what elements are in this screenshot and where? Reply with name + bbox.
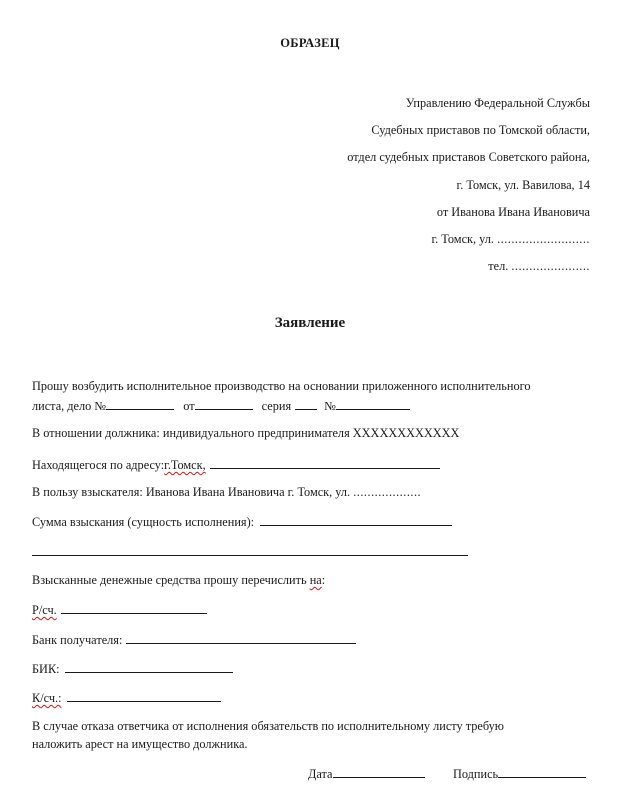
- address-city: г.Томск,: [164, 458, 206, 472]
- addressee-line-1: Управлению Федеральной Службы: [405, 96, 590, 110]
- corr-account-label: К/сч.:: [32, 691, 62, 705]
- addressee-line-3: отдел судебных приставов Советского района,: [347, 150, 590, 164]
- bik-field[interactable]: [65, 660, 233, 673]
- applicant-phone: [488, 259, 590, 274]
- corr-account-line: [32, 689, 221, 706]
- transfer-word: на: [309, 573, 322, 587]
- amount-line: [32, 513, 452, 530]
- document-title: Заявление: [274, 315, 346, 331]
- bik-line: [32, 660, 233, 677]
- request-line-1: Прошу возбудить исполнительное производство на основании приложенного исполнительного: [32, 379, 531, 393]
- date-field[interactable]: [333, 765, 425, 778]
- creditor-street-blank: ...................: [353, 485, 422, 499]
- applicant-name: от Иванова Ивана Ивановича: [436, 205, 590, 219]
- amount-label: Сумма взыскания (сущность исполнения):: [32, 515, 255, 529]
- signature-field[interactable]: [498, 765, 586, 778]
- date-label: Дата: [308, 767, 333, 781]
- number-label: №: [324, 399, 336, 413]
- series-label: серия: [261, 399, 292, 413]
- bik-label: БИК:: [32, 662, 60, 676]
- address-label: Находящегося по адресу:: [32, 458, 165, 472]
- signature-label: Подпись: [453, 767, 499, 781]
- bank-label: Банк получателя:: [32, 633, 123, 647]
- address-field[interactable]: [210, 456, 440, 469]
- refusal-line-1: В случае отказа ответчика от исполнения обязательств по исполнительному листу требую: [32, 719, 504, 733]
- number-field[interactable]: [336, 397, 410, 410]
- case-number-field[interactable]: [106, 397, 174, 410]
- transfer-colon: :: [321, 573, 326, 587]
- creditor-line: [32, 485, 421, 500]
- bank-line: [32, 631, 356, 648]
- date-block: [308, 765, 425, 782]
- case-label: листа, дело №: [32, 399, 107, 413]
- sample-label: ОБРАЗЕЦ: [280, 36, 340, 50]
- request-line-2: [32, 397, 410, 414]
- applicant-city-prefix: г. Томск, ул.: [431, 232, 494, 246]
- debtor-line: В отношении должника: индивидуального предпринимателя ХХХХХХХХХХХХ: [32, 426, 460, 440]
- transfer-line: [32, 573, 325, 588]
- case-date-field[interactable]: [195, 397, 253, 410]
- account-line: [32, 601, 207, 618]
- account-field[interactable]: [61, 601, 207, 614]
- applicant-address: [431, 232, 590, 247]
- addressee-line-4: г. Томск, ул. Вавилова, 14: [456, 178, 590, 192]
- account-label: Р/сч.: [32, 603, 57, 617]
- amount-field[interactable]: [260, 513, 452, 526]
- applicant-street-blank: ..........................: [497, 232, 590, 246]
- signature-block: [453, 765, 586, 782]
- address-line: [32, 456, 440, 473]
- refusal-line-2: наложить арест на имущество должника.: [32, 737, 248, 751]
- transfer-text: Взысканные денежные средства прошу перечислить: [32, 573, 307, 587]
- amount-continuation-field[interactable]: [32, 555, 468, 556]
- case-date-label: от: [183, 399, 195, 413]
- phone-prefix: тел.: [488, 259, 509, 273]
- corr-account-field[interactable]: [67, 689, 221, 702]
- creditor-text: В пользу взыскателя: Иванова Ивана Ивановича г. Томск, ул.: [32, 485, 351, 499]
- series-field[interactable]: [295, 397, 317, 410]
- bank-field[interactable]: [126, 631, 356, 644]
- phone-blank: ......................: [511, 259, 590, 273]
- addressee-line-2: Судебных приставов по Томской области,: [371, 123, 590, 137]
